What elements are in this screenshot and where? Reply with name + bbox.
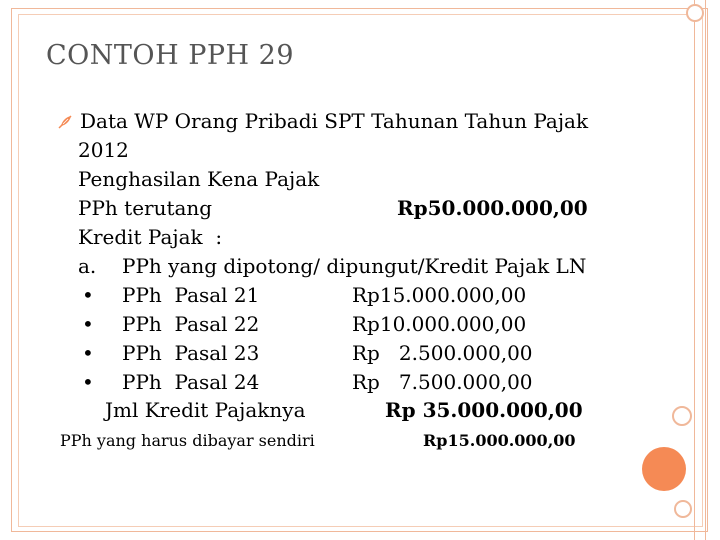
jml-kredit-label: Jml Kredit Pajaknya	[105, 398, 306, 422]
pasal-24-label: PPh Pasal 24	[122, 370, 260, 394]
pasal-22-value: Rp10.000.000,00	[352, 312, 527, 336]
item-a-marker: a.	[78, 254, 97, 278]
data-wp-line: Data WP Orang Pribadi SPT Tahunan Tahun Pajak	[80, 109, 589, 133]
feather-bullet-icon	[57, 114, 73, 130]
pasal-24-value: Rp 7.500.000,00	[352, 370, 533, 394]
decorative-rail	[694, 0, 706, 540]
pasal-22-label: PPh Pasal 22	[122, 312, 260, 336]
kredit-pajak-label: Kredit Pajak :	[78, 225, 223, 249]
slide-title: CONTOH PPH 29	[46, 40, 295, 71]
pasal-21-value: Rp15.000.000,00	[352, 283, 527, 307]
pph-terutang-label: PPh terutang	[78, 196, 213, 220]
bullet-marker: •	[82, 370, 94, 394]
bullet-marker: •	[82, 283, 94, 307]
penghasilan-label: Penghasilan Kena Pajak	[78, 167, 320, 191]
decorative-circle-top	[686, 4, 704, 22]
decorative-circle-small	[672, 406, 692, 426]
bullet-marker: •	[82, 312, 94, 336]
pasal-21-label: PPh Pasal 21	[122, 283, 260, 307]
decorative-circle-bottom	[674, 500, 692, 518]
harus-bayar-label: PPh yang harus dibayar sendiri	[60, 431, 315, 450]
item-a-text: PPh yang dipotong/ dipungut/Kredit Pajak LN	[122, 254, 587, 278]
bullet-marker: •	[82, 341, 94, 365]
pph-terutang-value: Rp50.000.000,00	[397, 196, 588, 220]
decorative-circle-filled	[642, 447, 686, 491]
year-line: 2012	[78, 138, 129, 162]
harus-bayar-value: Rp15.000.000,00	[423, 431, 576, 450]
pasal-23-label: PPh Pasal 23	[122, 341, 260, 365]
jml-kredit-value: Rp 35.000.000,00	[385, 398, 583, 422]
pasal-23-value: Rp 2.500.000,00	[352, 341, 533, 365]
